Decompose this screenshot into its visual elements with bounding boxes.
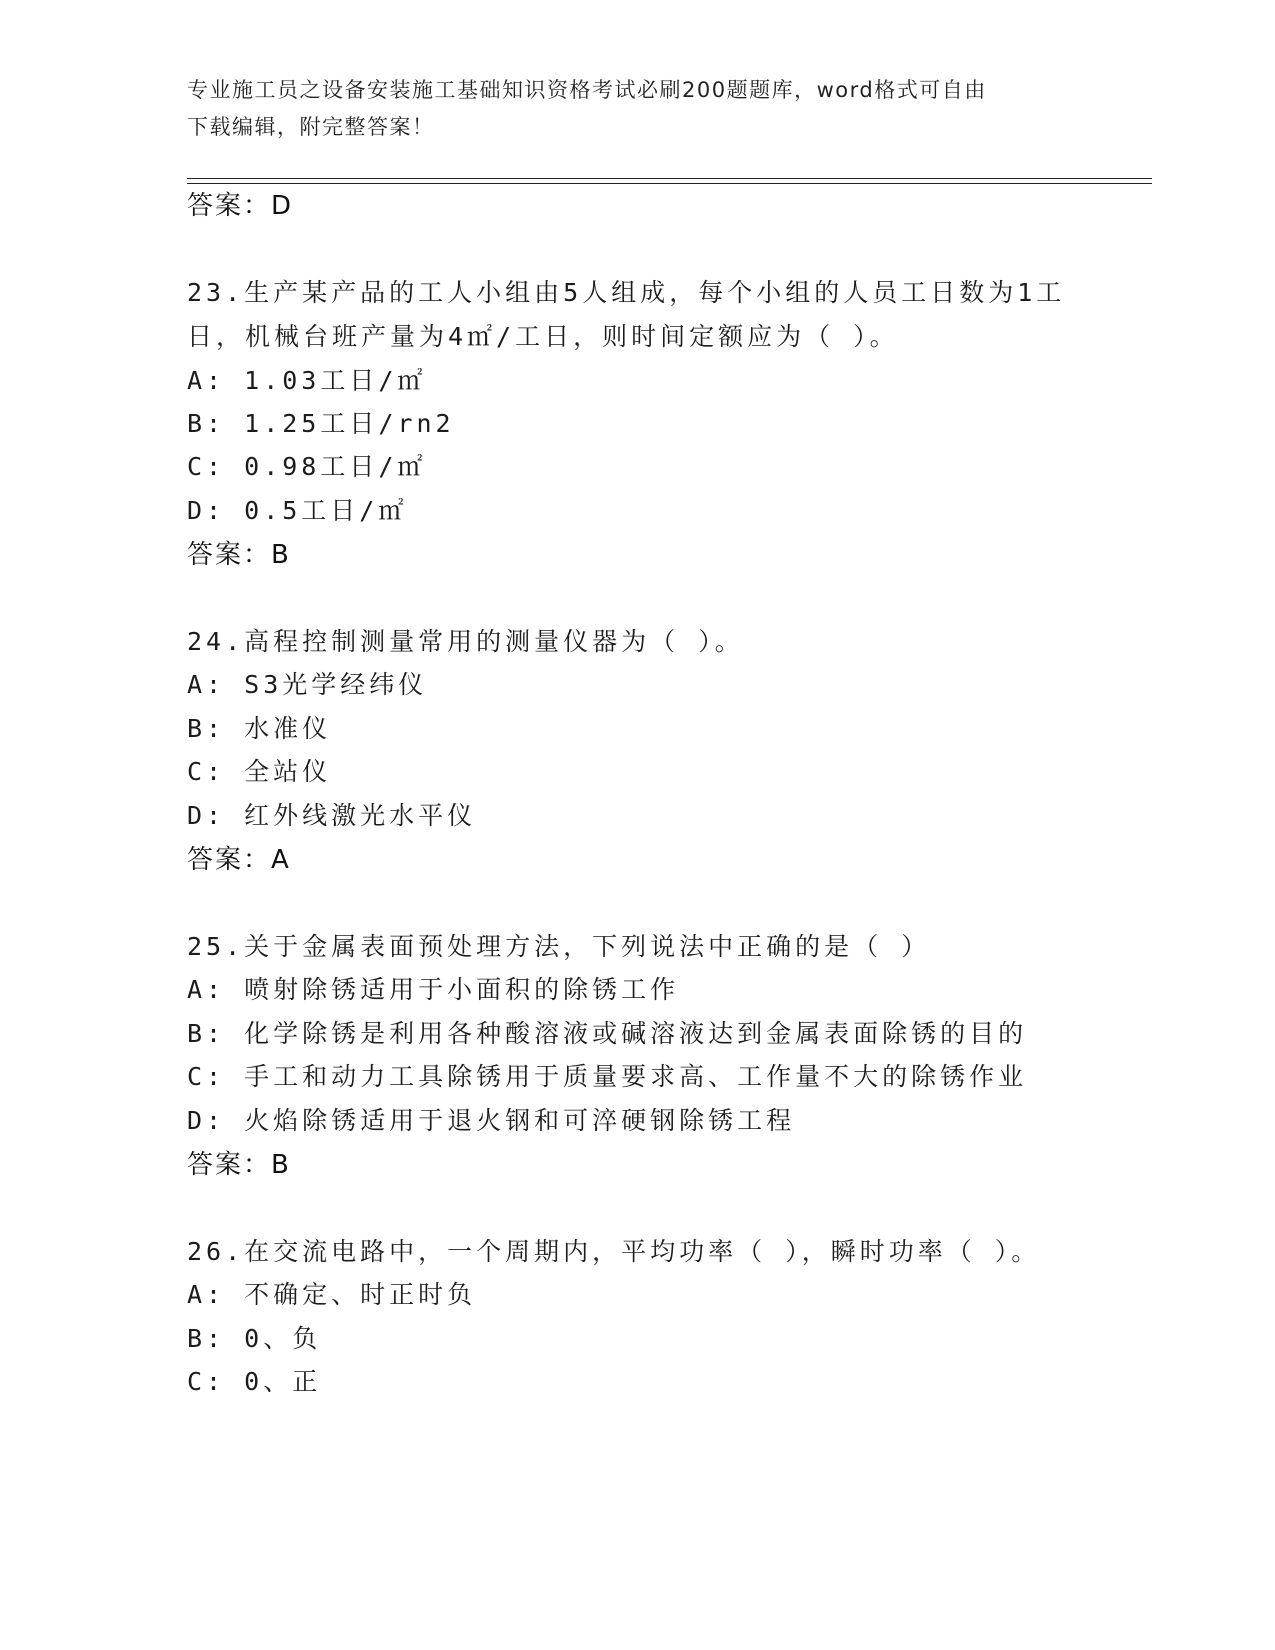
q24-option-d: D: 红外线激光水平仪 [187,801,477,830]
q23-stem-line-2: 日，机械台班产量为4㎡/工日，则时间定额应为（ ）。 [187,322,899,351]
q23-answer: 答案：B [187,540,291,570]
q23-option-d: D: 0.5工日/㎡ [187,496,408,525]
q24-option-c: C: 全站仪 [187,757,332,786]
q23-option-c: C: 0.98工日/㎡ [187,452,427,481]
q23-option-b: B: 1.25工日/rn2 [187,409,455,438]
q25-option-c: C: 手工和动力工具除锈用于质量要求高、工作量不大的除锈作业 [187,1062,1028,1091]
document-header [187,72,1067,146]
q23-option-a: A: 1.03工日/㎡ [187,366,427,395]
q26-option-c: C: 0、正 [187,1367,322,1396]
header-rule-top [187,178,1152,179]
q25-option-a: A: 喷射除锈适用于小面积的除锈工作 [187,975,680,1004]
q26-option-b: B: 0、负 [187,1324,322,1353]
q25-stem: 25.关于金属表面预处理方法，下列说法中正确的是（ ） [187,932,931,961]
q24-answer: 答案：A [187,845,291,875]
q26-option-a: A: 不确定、时正时负 [187,1280,477,1309]
q24-option-a: A: S3光学经纬仪 [187,670,428,699]
q25-option-d: D: 火焰除锈适用于退火钢和可淬硬钢除锈工程 [187,1106,796,1135]
header-rule-bottom [187,183,1152,184]
q26-stem: 26.在交流电路中，一个周期内，平均功率（ ），瞬时功率（ ）。 [187,1237,1041,1266]
q24-stem: 24.高程控制测量常用的测量仪器为（ ）。 [187,627,744,656]
q23-stem-line-1: 23.生产某产品的工人小组由5人组成，每个小组的人员工日数为1工 [187,278,1066,307]
q25-answer: 答案：B [187,1150,291,1180]
header-line-2: 下载编辑，附完整答案！ [187,115,435,139]
q25-option-b: B: 化学除锈是利用各种酸溶液或碱溶液达到金属表面除锈的目的 [187,1019,1028,1048]
header-line-1: 专业施工员之设备安装施工基础知识资格考试必刷200题题库，word格式可自由 [187,78,987,102]
q24-option-b: B: 水准仪 [187,714,332,743]
prev-answer: 答案：D [187,191,294,221]
